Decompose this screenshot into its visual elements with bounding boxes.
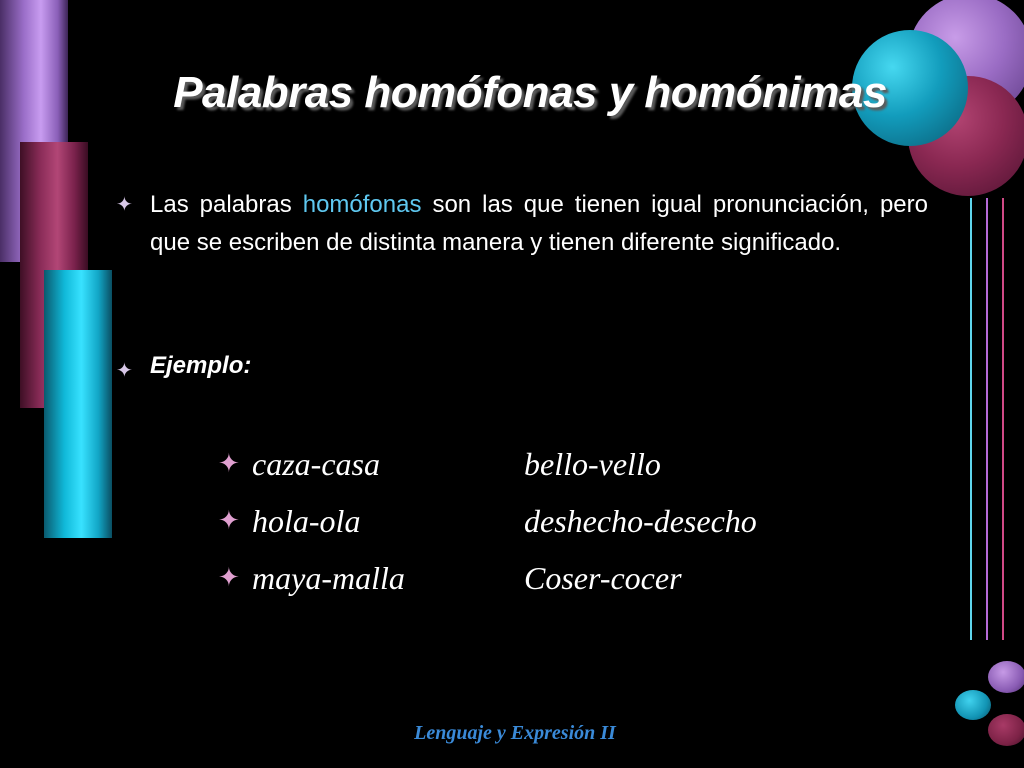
pair-right: deshecho-desecho bbox=[524, 503, 757, 539]
highlighted-term: homófonas bbox=[302, 191, 422, 218]
definition-text-before: Las palabras bbox=[150, 191, 303, 218]
pair-right: bello-vello bbox=[524, 446, 661, 482]
decorative-line-purple bbox=[986, 198, 988, 640]
decorative-dot-purple bbox=[988, 661, 1024, 693]
pair-left: caza-casa bbox=[252, 446, 380, 482]
star-bullet-icon: ✦ bbox=[116, 194, 133, 216]
star-bullet-icon: ✦ bbox=[218, 505, 240, 535]
star-bullet-icon: ✦ bbox=[218, 562, 240, 592]
decorative-bar-cyan bbox=[44, 270, 112, 538]
star-bullet-icon: ✦ bbox=[218, 448, 240, 478]
definition-paragraph bbox=[150, 186, 928, 262]
pair-left: maya-malla bbox=[252, 560, 405, 596]
decorative-line-magenta bbox=[1002, 198, 1004, 640]
star-bullet-icon: ✦ bbox=[116, 360, 133, 382]
pair-left: hola-ola bbox=[252, 503, 361, 539]
example-label: Ejemplo: bbox=[150, 352, 252, 379]
pair-right: Coser-cocer bbox=[524, 560, 682, 596]
decorative-dot-cyan bbox=[955, 690, 991, 720]
definition-text-after: son las que tienen igual pronunciación, pero que se escriben de distinta manera y tienen diferente significado. bbox=[150, 191, 928, 256]
slide-title: Palabras homófonas y homónimas bbox=[173, 68, 887, 117]
decorative-line-cyan bbox=[970, 198, 972, 640]
footer-course-name: Lenguaje y Expresión II bbox=[414, 722, 616, 744]
